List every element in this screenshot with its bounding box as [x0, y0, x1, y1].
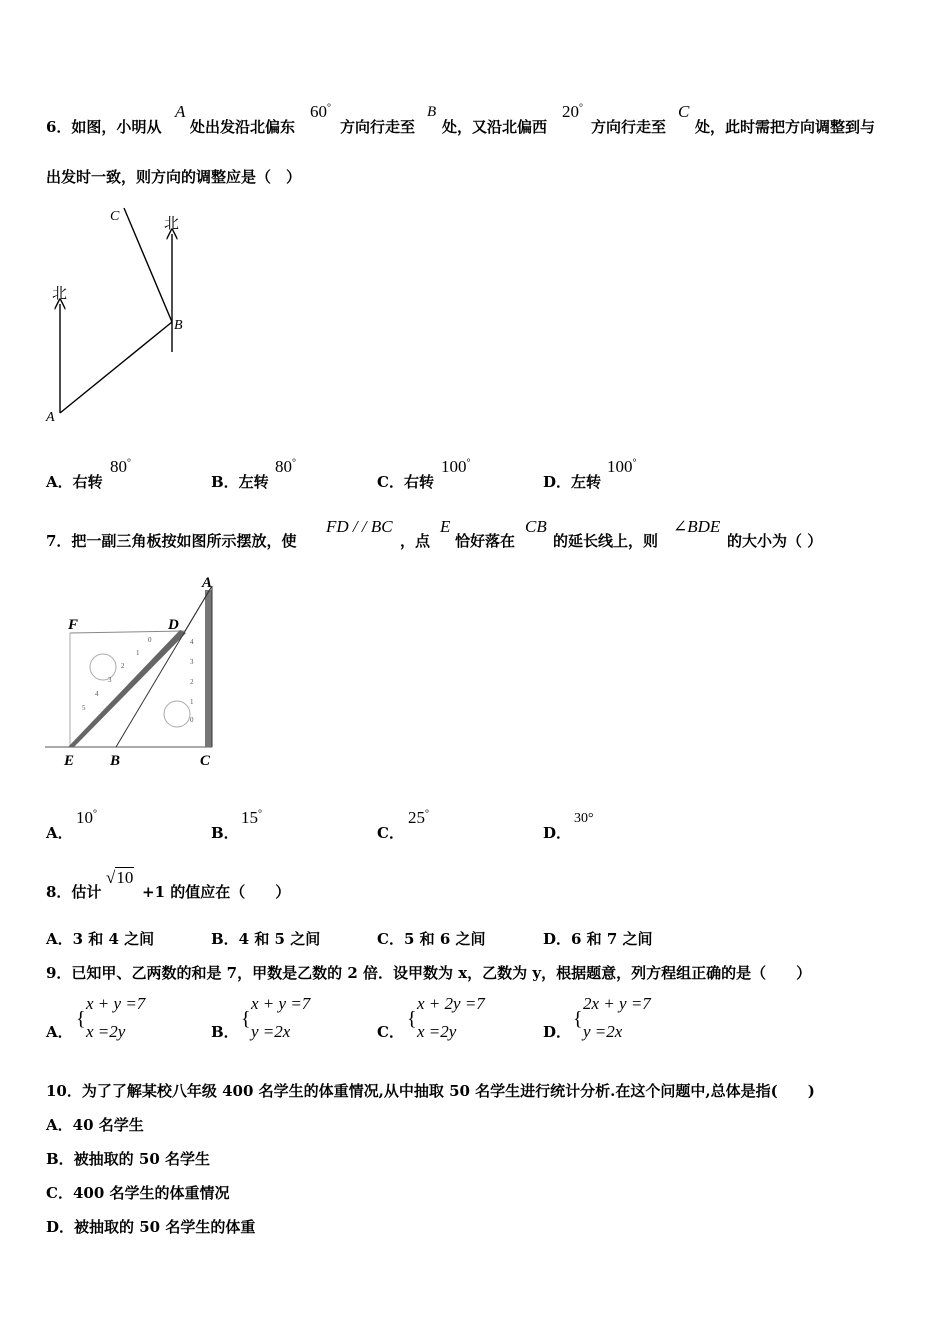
q7-figure: [40, 572, 230, 772]
q8-sqrt: √10: [106, 868, 134, 887]
q7-option-b[interactable]: B．: [211, 824, 239, 842]
north-label-b: 北: [164, 216, 180, 232]
svg-text:4: 4: [95, 690, 99, 698]
q6-text-1: 6．如图，小明从: [46, 118, 162, 136]
q9-option-b-brace: {: [241, 1008, 251, 1030]
q6-option-c[interactable]: C．右转: [377, 473, 434, 491]
fig7-label-a: A: [202, 575, 213, 591]
q6-figure: [40, 200, 210, 430]
q9-option-b-eq1: x + y =7: [251, 994, 311, 1013]
q6-option-a-value: 80°: [110, 457, 131, 476]
fig7-label-e: E: [64, 753, 75, 769]
q7-math-angle-bde: ∠BDE: [673, 517, 721, 536]
q7-option-b-value: 15°: [241, 808, 262, 827]
q9-text: 9．已知甲、乙两数的和是 7，甲数是乙数的 2 倍．设甲数为 x，乙数为 y，根据题意，列方程组正确的是（ ）: [46, 964, 812, 982]
q10-option-d[interactable]: D．被抽取的 50 名学生的体重: [46, 1218, 256, 1236]
q7-option-a[interactable]: A．: [46, 824, 73, 842]
q10-text: 10．为了了解某校八年级 400 名学生的体重情况,从中抽取 50 名学生进行统计分析.在这个问题中,总体是指( ): [46, 1082, 815, 1100]
q9-option-b-eq2: y =2x: [251, 1022, 291, 1041]
q9-option-a-eq1: x + y =7: [86, 994, 146, 1013]
q9-option-d-brace: {: [573, 1008, 583, 1030]
q10-option-b[interactable]: B．被抽取的 50 名学生: [46, 1150, 210, 1168]
q6-option-a[interactable]: A．右转: [46, 473, 103, 491]
q7-text-1: 7．把一副三角板按如图所示摆放，使: [46, 532, 297, 550]
q7-math-e: E: [440, 517, 451, 536]
fig7-label-b: B: [110, 753, 121, 769]
q7-option-d[interactable]: D．: [543, 824, 572, 842]
q6-option-d-value: 100°: [607, 457, 637, 476]
q6-text-2: 处出发沿北偏东: [190, 118, 296, 136]
q7-text-4: 的延长线上，则: [553, 532, 659, 550]
q6-text-4: 处，又沿北偏西: [442, 118, 548, 136]
q6-angle-20: 20°: [562, 102, 583, 121]
q6-angle-60: 60°: [310, 102, 331, 121]
q9-option-d-eq1: 2x + y =7: [583, 994, 651, 1013]
q9-option-a-brace: {: [76, 1008, 86, 1030]
q10-option-a[interactable]: A．40 名学生: [46, 1116, 144, 1134]
q7-text-5: 的大小为（ ）: [727, 532, 823, 550]
q10-option-c[interactable]: C．400 名学生的体重情况: [46, 1184, 230, 1202]
north-label-a: 北: [52, 286, 68, 302]
q7-option-c[interactable]: C．: [377, 824, 404, 842]
q6-text-3: 方向行走至: [340, 118, 416, 136]
q9-option-c[interactable]: C．: [377, 1023, 404, 1041]
fig6-label-a: A: [46, 410, 55, 425]
q9-option-a-eq2: x =2y: [86, 1022, 126, 1041]
svg-text:3: 3: [190, 658, 194, 666]
svg-text:2: 2: [121, 662, 125, 670]
q9-option-c-brace: {: [407, 1008, 417, 1030]
q8-text-2: +1 的值应在（ ）: [142, 883, 291, 901]
q9-option-d[interactable]: D．: [543, 1023, 572, 1041]
q7-text-2: ，点: [400, 532, 431, 550]
q8-option-a[interactable]: A．3 和 4 之间: [46, 930, 155, 948]
q8-option-d[interactable]: D．6 和 7 之间: [543, 930, 653, 948]
q6-option-d[interactable]: D．左转: [543, 473, 602, 491]
q9-option-a[interactable]: A．: [46, 1023, 73, 1041]
fig7-label-d: D: [168, 617, 179, 633]
svg-text:1: 1: [136, 649, 140, 657]
q7-math-cb: CB: [525, 517, 547, 536]
svg-text:1: 1: [190, 698, 194, 706]
q6-option-b-value: 80°: [275, 457, 296, 476]
q7-option-c-value: 25°: [408, 808, 429, 827]
q7-option-d-value: 30°: [574, 811, 594, 826]
svg-text:0: 0: [190, 716, 194, 724]
q6-point-c: C: [678, 102, 690, 121]
q6-text-6: 处，此时需把方向调整到与: [695, 118, 876, 136]
q6-text-line2: 出发时一致，则方向的调整应是（ ）: [46, 168, 302, 186]
svg-text:3: 3: [108, 676, 112, 684]
q6-point-b: B: [427, 104, 437, 120]
q9-option-d-eq2: y =2x: [583, 1022, 623, 1041]
q8-radicand: 10: [116, 868, 134, 887]
fig7-label-c: C: [200, 753, 211, 769]
fig6-label-c: C: [110, 209, 120, 224]
fig6-label-b: B: [174, 318, 183, 333]
q8-text-1: 8．估计: [46, 883, 102, 901]
q6-option-b[interactable]: B．左转: [211, 473, 269, 491]
q9-option-c-eq2: x =2y: [417, 1022, 457, 1041]
q8-option-b[interactable]: B．4 和 5 之间: [211, 930, 321, 948]
q7-text-3: 恰好落在: [455, 532, 516, 550]
q6-option-c-value: 100°: [441, 457, 471, 476]
q6-text-5: 方向行走至: [591, 118, 667, 136]
svg-text:0: 0: [148, 636, 152, 644]
svg-text:2: 2: [190, 678, 194, 686]
q9-option-b[interactable]: B．: [211, 1023, 239, 1041]
q6-point-a: A: [175, 102, 186, 121]
ruler-edge-ac: [205, 590, 212, 747]
fig7-label-f: F: [68, 617, 79, 633]
q7-math-fd-bc: FD / / BC: [326, 517, 393, 536]
svg-text:4: 4: [190, 638, 194, 646]
svg-text:5: 5: [82, 704, 86, 712]
segment-ab: [60, 322, 172, 413]
q9-option-c-eq1: x + 2y =7: [417, 994, 485, 1013]
q8-option-c[interactable]: C．5 和 6 之间: [377, 930, 486, 948]
q7-option-a-value: 10°: [76, 808, 97, 827]
